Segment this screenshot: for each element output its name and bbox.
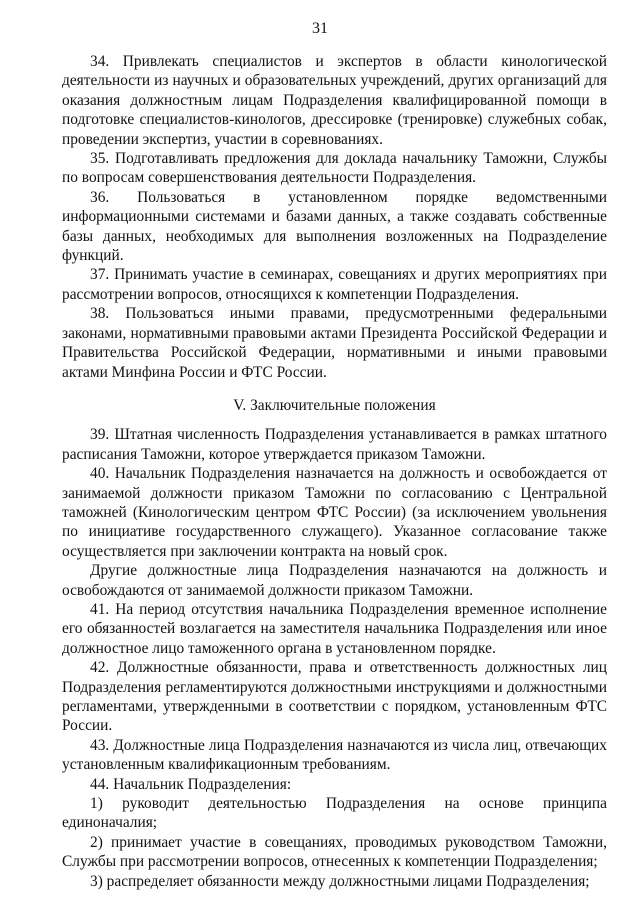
paragraph-44: 44. Начальник Подразделения: [90,775,292,793]
paragraph-40: 40. Начальник Подразделения назначается на должность и освобождается от занимаемой должности приказом Таможни по согласованию с Центральной таможней (Кинологическим центром ФТС России) (за исключением увольнения по инициативе государственного служащего). Указанное согласование также осуществляется при заключении контракта на новый срок. [62,465,607,560]
paragraph-36: 36. Пользоваться в установленном порядке ведомственными информационными системами и базами данных, а также создавать собственные базы данных, необходимых для выполнения возложенных на Подразделение функций. [62,188,607,265]
list-item-2: 2) принимает участие в совещаниях, проводимых руководством Таможни, Службы при рассмотрении вопросов, отнесенных к компетенции Подразделения; [62,833,607,871]
paragraph-37: 37. Принимать участие в семинарах, совещаниях и других мероприятиях при рассмотрении вопросов, относящихся к компетенции Подразделения. [62,266,607,303]
paragraph-38: 38. Пользоваться иными правами, предусмотренными федеральными законами, нормативными правовыми актами Президента Российской Федерации и Правительства Российской Федерации, нормативными и иными правовыми актами Минфина России и ФТС России. [62,305,607,381]
paragraph-40-continued: Другие должностные лица Подразделения назначаются на должность и освобождаются от занимаемой должности приказом Таможни. [62,562,607,599]
paragraph-41: 41. На период отсутствия начальника Подразделения временное исполнение его обязанностей возлагается на заместителя начальника Подразделения или иное должностное лицо таможенного органа в установленном порядке. [62,600,607,657]
paragraph-35: 35. Подготавливать предложения для доклада начальнику Таможни, Службы по вопросам совершенствования деятельности Подразделения. [62,150,607,187]
paragraph-34: 34. Привлекать специалистов и экспертов в области кинологической деятельности из научных и образовательных учреждений, других организаций для оказания должностным лицам Подразделения квалифицированной помощи в подготовке специалистов-кинологов, дрессировке (тренировке) служебных собак, проведении экспертиз, участии в соревнованиях. [62,53,607,148]
paragraph-43: 43. Должностные лица Подразделения назначаются из числа лиц, отвечающих установленным квалификационным требованиям. [62,736,607,774]
document-body [62,52,607,891]
list-item-1: 1) руководит деятельностью Подразделения на основе принципа единоначалия; [62,795,607,832]
section-heading: V. Заключительные положения [233,396,436,414]
paragraph-42: 42. Должностные обязанности, права и ответственность должностных лиц Подразделения регламентируются должностными инструкциями и должностными регламентами, утвержденными в соответствии с порядком, установленным ФТС России. [62,659,607,735]
paragraph-39: 39. Штатная численность Подразделения устанавливается в рамках штатного расписания Таможни, которое утверждается приказом Таможни. [62,426,607,463]
page-number: 31 [312,20,328,37]
list-item-3: 3) распределяет обязанности между должностными лицами Подразделения; [90,872,590,890]
